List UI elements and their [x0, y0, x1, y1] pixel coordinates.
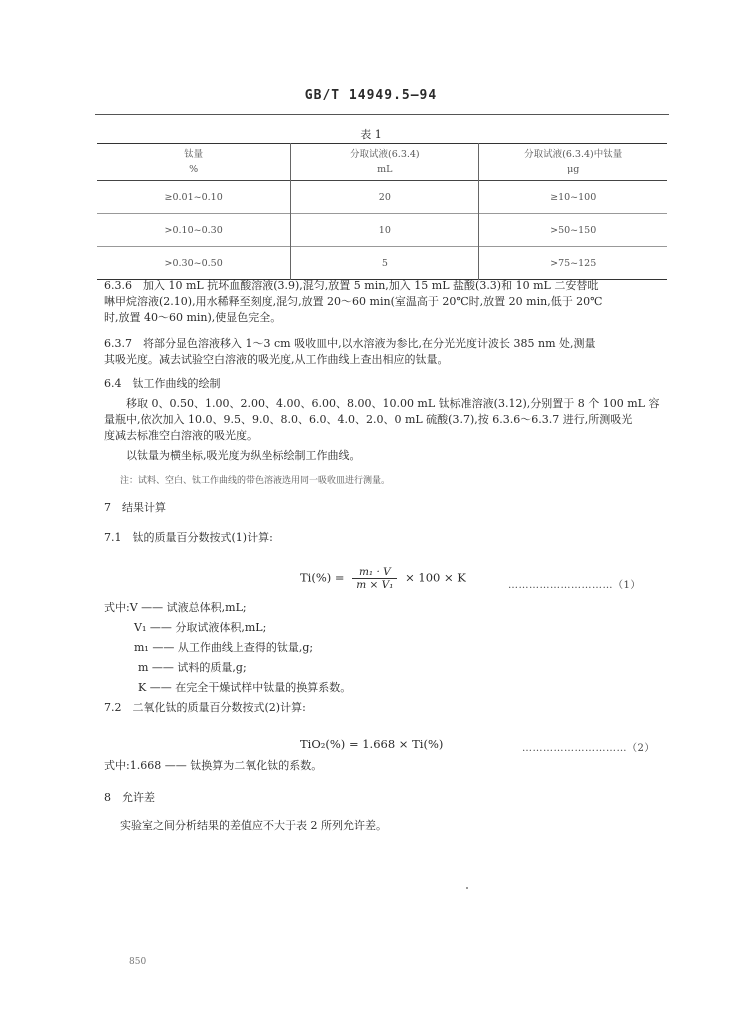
clause-7-1: 7.1 钛的质量百分数按式(1)计算: [104, 531, 273, 544]
table-cell: 20 [291, 181, 479, 214]
table-row [97, 214, 667, 247]
clause-7-2: 7.2 二氧化钛的质量百分数按式(2)计算: [104, 701, 306, 714]
equation-2-where: 式中:1.668 —— 钛换算为二氧化钛的系数。 [104, 759, 323, 772]
equation-2-number: …………………………（2） [522, 743, 655, 754]
variable-definitions: 式中:V —— 试液总体积,mL; V₁ —— 分取试液体积,mL; m₁ —— 从工作曲线上查得的钛量,g; m —— 试料的质量,g; K —— 在完全干燥试样中钛量的换算系数。 [104, 601, 352, 694]
col-header-ti-in-aliquot: 分取试液(6.3.4)中钛量 μg [479, 144, 667, 181]
table-cell: >0.30~0.50 [164, 257, 223, 269]
table-cell: >0.10~0.30 [164, 224, 223, 236]
page-number: 850 [129, 957, 147, 967]
speck [466, 887, 468, 889]
section-6-4-title: 6.4 钛工作曲线的绘制 [104, 377, 221, 390]
table-cell: >75~125 [479, 247, 667, 280]
clause-6-3-6: 6.3.6 加入 10 mL 抗坏血酸溶液(3.9),混匀,放置 5 min,加入 15 mL 盐酸(3.3)和 10 mL 二安替吡 啉甲烷溶液(2.10),用水稀释至刻度,混匀,放置 20～60 min(室温高于 20℃时,放置 20 min,低于 20℃ 时,放置 40～60 min),使显色完全。 [104, 279, 603, 324]
section-8-body: 实验室之间分析结果的差值应不大于表 2 所列允许差。 [120, 819, 387, 832]
table-1 [97, 143, 667, 280]
table-header-row [97, 144, 667, 181]
table-cell: ≥10~100 [479, 181, 667, 214]
equation-2: TiO₂(%) = 1.668 × Ti(%) [300, 737, 444, 751]
equation-1-number: …………………………（1） [508, 580, 641, 591]
section-7-title: 7 结果计算 [104, 501, 166, 514]
header-rule [95, 114, 669, 115]
table-cell: 5 [291, 247, 479, 280]
col-header-aliquot: 分取试液(6.3.4) mL [291, 144, 479, 181]
equation-1: Ti(%) = $\frac{\text{m₁ · V}}{\text{m × V₁}}$ × 100 × K [300, 566, 466, 591]
table-cell: >50~150 [479, 214, 667, 247]
table-1-title: 表 1 [360, 128, 382, 141]
table-row [97, 181, 667, 214]
note: 注：试料、空白、钛工作曲线的带色溶液选用同一吸收皿进行测量。 [120, 476, 391, 486]
equation-1-fraction: $\frac{\text{m₁ · V}}{\text{m × V₁}}$ [352, 566, 397, 591]
clause-6-3-7: 6.3.7 将部分显色溶液移入 1～3 cm 吸收皿中,以水溶液为参比,在分光光度计波长 385 nm 处,测量 其吸光度。减去试验空白溶液的吸光度,从工作曲线上查出相应的钛量。 [104, 337, 596, 366]
table-cell: 10 [291, 214, 479, 247]
col-header-titanium: 钛量 % [184, 149, 204, 175]
table-row [97, 247, 667, 280]
table-cell: ≥0.01~0.10 [164, 191, 223, 203]
section-8-title: 8 允许差 [104, 791, 155, 804]
standard-header: GB/T 14949.5—94 [304, 88, 438, 103]
section-6-4-body: 移取 0、0.50、1.00、2.00、4.00、6.00、8.00、10.00 mL 钛标准溶液(3.12),分别置于 8 个 100 mL 容 量瓶中,依次加入 10.0、9.5、9.0、8.0、6.0、4.0、2.0、0 mL 硫酸(3.7),按 6.3.6～6.3.7 进行,所测吸光 度减去标准空白溶液的吸光度。 以钛量为横坐标,吸光度为纵坐标绘制工作曲线。 [104, 397, 660, 462]
